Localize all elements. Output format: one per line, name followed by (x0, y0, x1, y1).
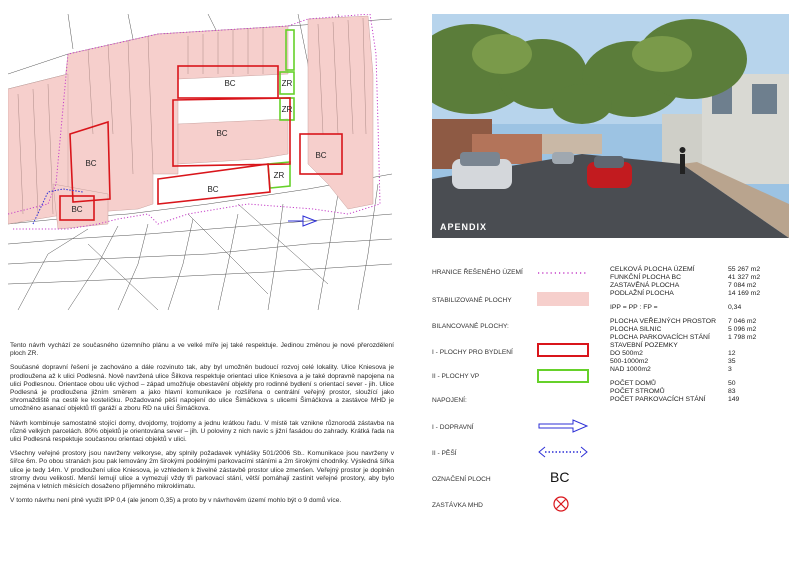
stat-value: 0,34 (728, 304, 742, 311)
stat-label: POČET PARKOVACÍCH STÁNÍ (610, 396, 706, 403)
stat-label: ZASTAVĚNÁ PLOCHA (610, 282, 680, 289)
stat-row (610, 326, 790, 334)
stat-label: POČET STROMŮ (610, 388, 665, 395)
legend-stabilized-symbol (537, 292, 589, 306)
stat-value: 83 (728, 388, 736, 395)
stat-row (610, 342, 790, 350)
label-bc-4: BC (207, 185, 219, 194)
stat-value: 149 (728, 396, 740, 403)
legend-bc-symbol: BC (550, 469, 570, 485)
stat-row (610, 388, 790, 396)
street-visualization-svg (432, 14, 789, 238)
stabilized-areas (8, 16, 373, 229)
legend-label-marking-label: OZNAČENÍ PLOCH (432, 476, 491, 483)
label-bc-5: BC (315, 151, 327, 160)
stat-value: 35 (728, 358, 736, 365)
stat-value: 55 267 m2 (728, 266, 761, 273)
stat-label: POČET DOMŮ (610, 380, 656, 387)
stat-row (610, 266, 790, 274)
label-zr-2: ZR (281, 105, 293, 114)
site-plan-svg (8, 14, 392, 310)
stat-row (610, 396, 790, 404)
legend-boundary-symbol (537, 270, 589, 276)
stat-row (610, 334, 790, 342)
street-visualization (432, 14, 789, 238)
stat-label: CELKOVÁ PLOCHA ÚZEMÍ (610, 266, 695, 273)
stat-label: PLOCHA SILNIC (610, 326, 662, 333)
bus-stop-icon (552, 495, 570, 513)
stat-value: 1 798 m2 (728, 334, 757, 341)
stat-label: FUNKČNÍ PLOCHA BC (610, 274, 682, 281)
label-bc-1: BC (224, 79, 236, 88)
stat-label: PODLAŽNÍ PLOCHA (610, 290, 674, 297)
stat-value: 5 096 m2 (728, 326, 757, 333)
stat-value: 3 (728, 366, 732, 373)
stat-value: 50 (728, 380, 736, 387)
legend-housing-label: I - PLOCHY PRO BYDLENÍ (432, 349, 513, 356)
label-bc-3: BC (85, 159, 97, 168)
stat-row (610, 318, 790, 326)
map-legend (432, 265, 592, 525)
stat-row (610, 274, 790, 282)
legend-pedestrian-label: II - PĚŠÍ (432, 450, 457, 457)
legend-vp-symbol (537, 369, 589, 383)
stat-value: 12 (728, 350, 736, 357)
stat-label: 500-1000m2 (610, 358, 649, 365)
legend-vp-label: II - PLOCHY VP (432, 373, 480, 380)
legend-traffic-label: I - DOPRAVNÍ (432, 424, 474, 431)
paragraph-4: Všechny veřejné prostory jsou navrženy velkoryse, aby splnily požadavek vyhlášky 501/2006 Sb.. Komunikace jsou navrženy v šířce 6m. Po obou stranách jsou pak lemovány 2m širokými podélnými parkovacími stáními a 2m širokými chodníky. Výsledná šířka ulice je tedy 14m. V prodloužení ulice Kniesova, je vzhledem k živelné zástavbě prostor ulice zmenšen. Veřejný prostor je doplněn stromy dvou velikostí. Menší lemují ulice a vymezují vždy tři parkovací stání, větší pomáhají zastínit veřejné prostory, aby bylo zejména v letních měsících dosaženo příjemného mikroklimatu. (10, 450, 394, 491)
stat-row (610, 380, 790, 388)
paragraph-1: Tento návrh vychází ze současného územního plánu a ve velké míře jej také respektuje. Jedinou změnou je nové přerozdělení ploch ZR. (10, 342, 394, 358)
paragraph-5: V tomto návrhu není plně využit IPP 0,4 (ale jenom 0,35) a proto by v návrhovém území mohlo být o 9 domů více. (10, 497, 342, 505)
legend-connection-label: NAPOJENÍ: (432, 397, 467, 404)
stat-row (610, 290, 790, 298)
stat-row (610, 358, 790, 366)
description-text (10, 342, 394, 511)
stat-row (610, 304, 790, 312)
stat-row (610, 350, 790, 358)
site-plan-map (8, 14, 392, 310)
stat-label: PLOCHA VEŘEJNÝCH PROSTOR (610, 318, 717, 325)
legend-housing-symbol (537, 343, 589, 357)
apendix-caption: APENDIX (440, 222, 488, 232)
stat-value: 7 046 m2 (728, 318, 757, 325)
label-bc-2: BC (216, 129, 228, 138)
label-zr-1: ZR (281, 79, 293, 88)
stat-row (610, 282, 790, 290)
legend-balanced-label: BILANCOVANÉ PLOCHY: (432, 323, 509, 330)
statistics-table (610, 266, 790, 404)
stat-label: IPP = PP : FP = (610, 304, 658, 311)
legend-pedestrian-arrow-icon (537, 445, 589, 459)
paragraph-2: Současné dopravní řešení je zachováno a dále rozvinuto tak, aby byl umožněn budoucí rozvoj celé lokality. Ulice Kniesova je prodloužena až k ulici Podlesná. Nově navržená ulice Šilkova respektuje orientaci ulice Kniesova a je také dopravně napojena na ulici Podlesnou. Orientace obou ulic východ – západ umožňuje obestavění objekty pro rodinné bydlení s orientací sever - jih. Ulice Podlesná je prodloužena jižním směrem a jako hlavní komunikace je rozšířena o centrální veřejný prostor, sloužící jako shromaždiště na cestě ke kostelíčku. Požadované pěší napojení do ulice Šimáčkova s ulicemi Šimáčkova a zastávce MHD je umožněno asanací objektů tří garáží a zboru RD na ulici Šimáčkova. (10, 364, 394, 413)
paragraph-3: Návrh kombinuje samostatně stojící domy, dvojdomy, trojdomy a jednu krátkou řadu. V místě tak vznikne různorodá zástavba na různě velkých parcelách. 80% objektů je orientována sever – jih. U poloviny z nich navíc s jižní fasádou do zahrady. Krátká řada na ulici Podlesná respektuje současnou orientaci objektů v ulici. (10, 419, 394, 444)
stat-label: PLOCHA PARKOVACÍCH STÁNÍ (610, 334, 710, 341)
legend-stabilized-label: STABILIZOVANÉ PLOCHY (432, 297, 512, 304)
stat-value: 7 084 m2 (728, 282, 757, 289)
label-zr-3: ZR (273, 171, 285, 180)
stat-value: 14 169 m2 (728, 290, 761, 297)
legend-bus-stop-label: ZASTÁVKA MHD (432, 502, 483, 509)
label-bc-6: BC (71, 205, 83, 214)
stat-value: 41 327 m2 (728, 274, 761, 281)
stat-label: DO 500m2 (610, 350, 643, 357)
stat-label: NAD 1000m2 (610, 366, 651, 373)
stat-label: STAVEBNÍ POZEMKY (610, 342, 678, 349)
legend-traffic-arrow-icon (537, 419, 589, 433)
legend-boundary-label: HRANICE ŘEŠENÉHO ÚZEMÍ (432, 269, 523, 276)
stat-row (610, 366, 790, 374)
